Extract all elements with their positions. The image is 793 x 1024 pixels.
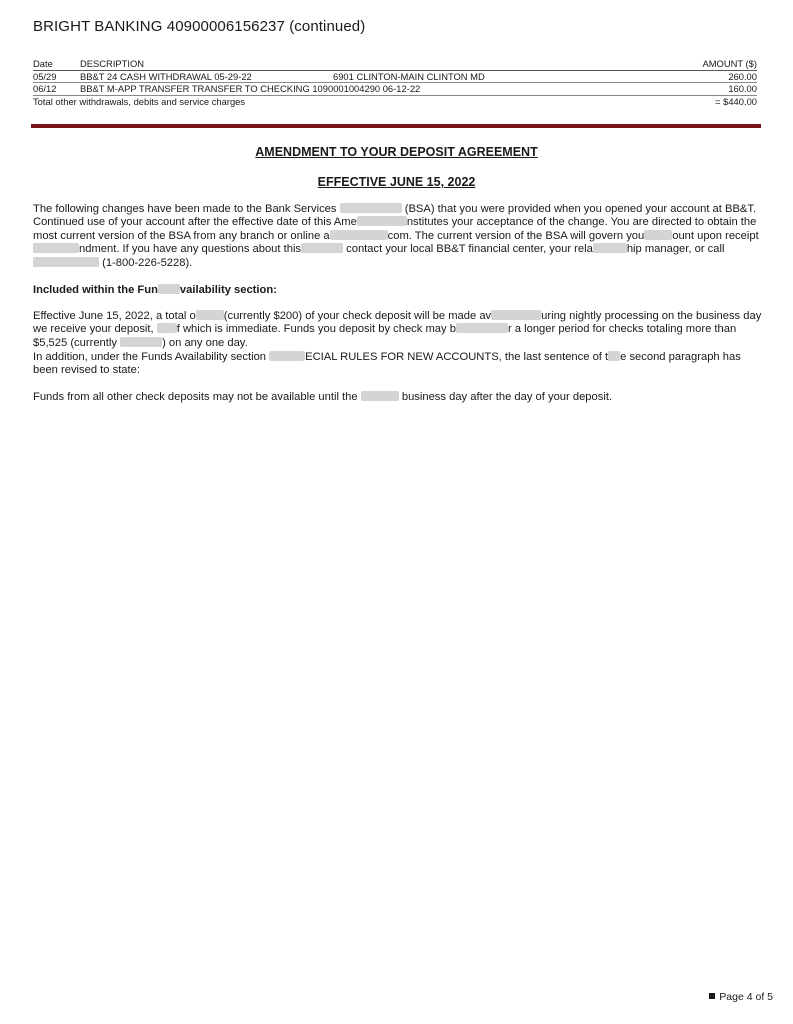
page-footer — [709, 991, 773, 1003]
column-header-date: Date — [33, 58, 53, 69]
total-row — [33, 96, 757, 108]
redaction-block — [158, 284, 180, 294]
text-segment: ndment. If you have any questions about this — [79, 243, 302, 256]
text-segment: The following changes have been made to the Bank Services — [33, 203, 337, 215]
section-subheading — [33, 284, 763, 297]
redaction-block — [340, 203, 402, 213]
text-segment: (BSA) that you were provided when you opened your account at BB&T. Continued use of your account after the effective date of this Ame — [33, 203, 757, 229]
text-segment: f which is immediate. Funds you deposit by check may b — [176, 323, 456, 336]
text-segment: uring nightly processing on the business day we receive your deposit, — [33, 310, 762, 336]
total-amount: = $440.00 — [715, 95, 757, 107]
amendment-paragraph-2 — [33, 310, 763, 350]
redaction-block — [593, 243, 627, 253]
text-segment: Included within the Fun — [33, 284, 158, 296]
text-segment: nstitutes your acceptance of the change. You are directed to obtain the most current version of the BSA from any branch or online a — [33, 216, 757, 242]
text-segment: contact your local BB&T financial center, your rela — [346, 243, 593, 256]
table-row — [33, 83, 757, 96]
section-divider — [31, 124, 761, 128]
redaction-block — [196, 310, 224, 320]
text-segment: In addition, under the Funds Availability section — [33, 351, 267, 363]
redaction-block — [330, 230, 388, 240]
text-segment: r a longer period for checks totaling more than $5,525 (currently — [33, 323, 737, 349]
amendment-paragraph-1 — [33, 203, 763, 270]
row-amount: 160.00 — [728, 83, 757, 94]
row-description: BB&T 24 CASH WITHDRAWAL 05-29-22 — [80, 70, 252, 82]
redaction-block — [120, 337, 162, 347]
redaction-block — [456, 323, 508, 333]
redaction-block — [361, 391, 399, 401]
row-amount: 260.00 — [728, 70, 757, 82]
redaction-block — [644, 230, 672, 240]
statement-header: BRIGHT BANKING 40900006156237 (continued) — [33, 18, 366, 35]
text-segment: business day after the day of your deposit. — [401, 391, 613, 403]
redaction-block — [301, 243, 343, 253]
row-location: 6901 CLINTON-MAIN CLINTON MD — [333, 70, 485, 82]
amendment-paragraph-3 — [33, 351, 763, 378]
page-number: Page 4 of 5 — [719, 991, 773, 1003]
column-header-description: DESCRIPTION — [80, 58, 145, 69]
text-segment: e second paragraph has been revised to state: — [33, 351, 741, 377]
row-date: 06/12 — [33, 83, 57, 94]
table-row — [33, 71, 757, 84]
text-segment: com. The current version of the BSA will govern you — [387, 229, 645, 242]
text-segment: (1-800-226-5228). — [102, 256, 193, 269]
text-segment: hip manager, or call — [626, 243, 725, 256]
text-segment: Funds from all other check deposits may not be available until the — [33, 391, 358, 403]
redaction-block — [491, 310, 541, 320]
redaction-block — [608, 351, 620, 361]
row-description: BB&T M-APP TRANSFER TRANSFER TO CHECKING 1090001004290 06-12-22 — [80, 83, 421, 94]
square-bullet-icon — [709, 993, 715, 999]
redaction-block — [33, 243, 79, 253]
text-segment: ount upon receipt — [672, 229, 759, 242]
redaction-block — [157, 323, 177, 333]
column-header-amount: AMOUNT ($) — [702, 58, 757, 69]
transactions-table — [33, 58, 757, 108]
redaction-block — [357, 216, 407, 226]
table-header-row — [33, 58, 757, 71]
total-label: Total other withdrawals, debits and service charges — [33, 95, 246, 107]
redaction-block — [269, 351, 305, 361]
amendment-title: AMENDMENT TO YOUR DEPOSIT AGREEMENT — [255, 145, 538, 159]
redaction-block — [33, 257, 99, 267]
text-segment: vailability section: — [179, 284, 277, 296]
effective-date-title: EFFECTIVE JUNE 15, 2022 — [317, 175, 476, 189]
amendment-paragraph-4 — [33, 391, 763, 404]
text-segment: (currently $200) of your check deposit will be made av — [223, 310, 492, 322]
text-segment: Effective June 15, 2022, a total o — [33, 310, 196, 322]
row-date: 05/29 — [33, 70, 57, 82]
text-segment: ECIAL RULES FOR NEW ACCOUNTS, the last sentence of t — [305, 351, 609, 363]
text-segment: ) on any one day. — [162, 336, 248, 349]
